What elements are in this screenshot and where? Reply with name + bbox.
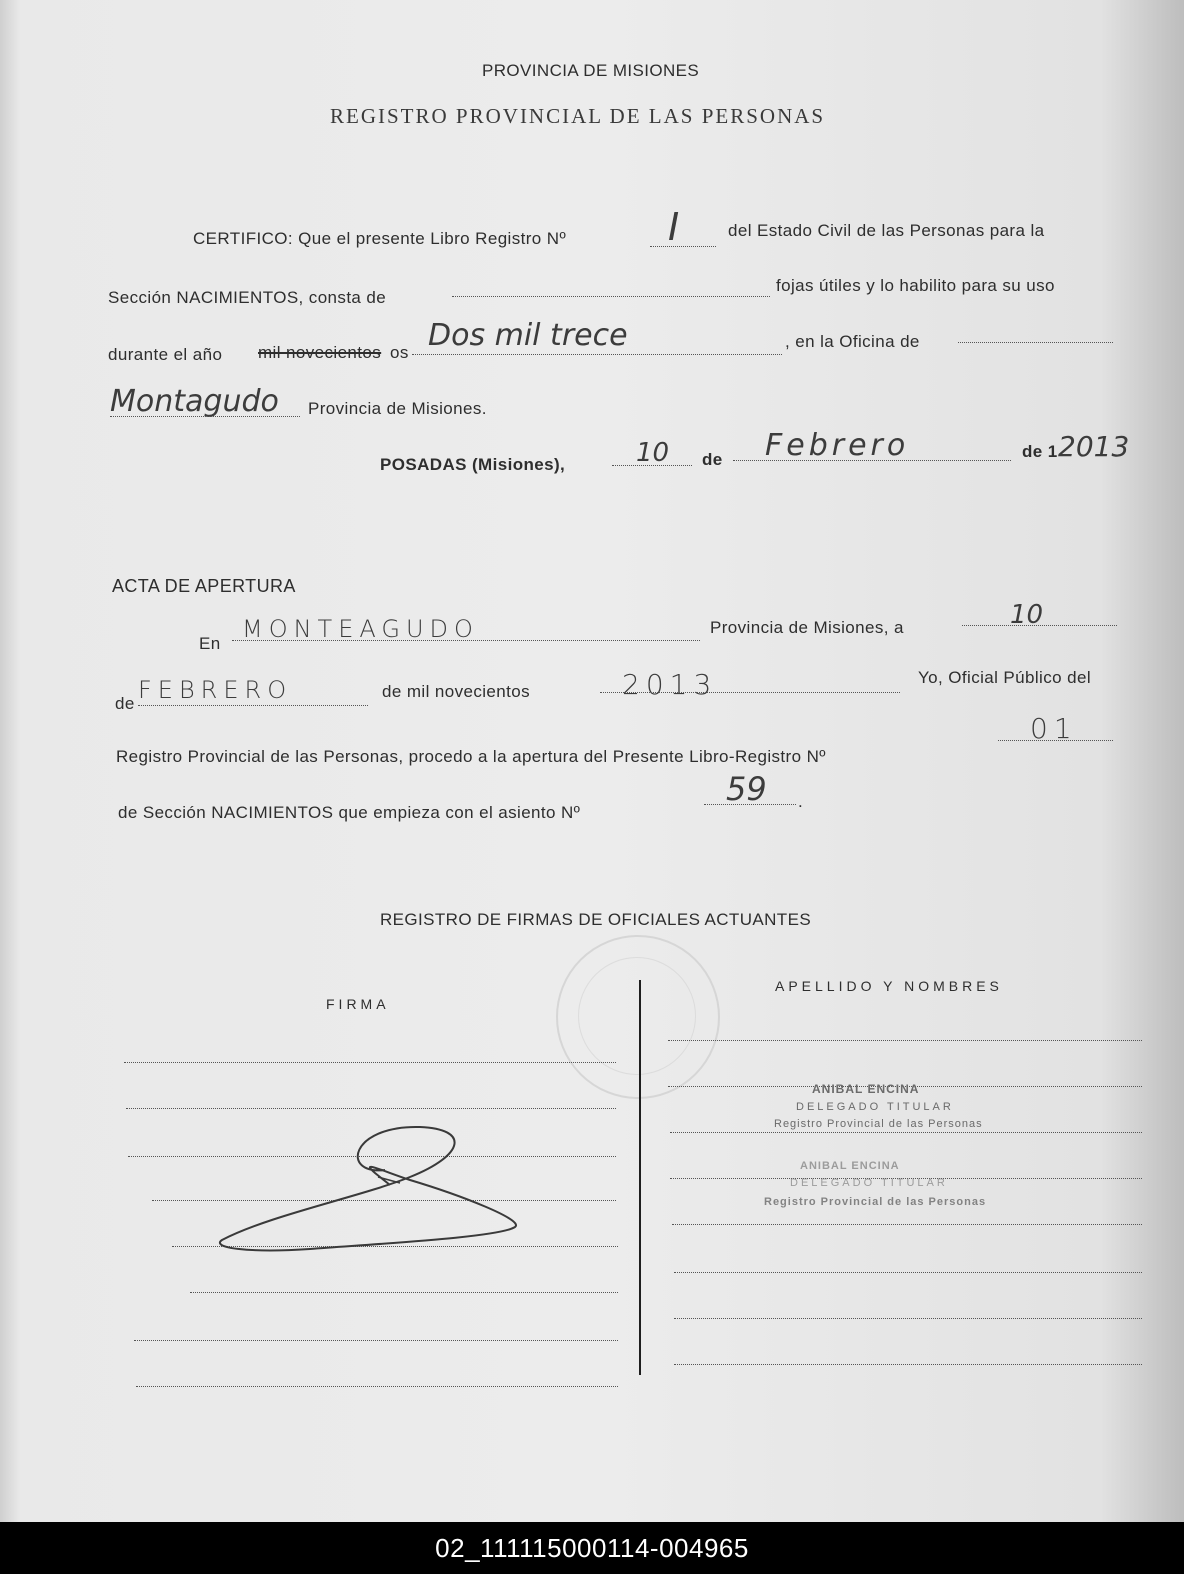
column-divider [639,980,641,1375]
cert-libro-number: I [668,205,680,249]
cert-dia-handwritten: 10 [636,438,670,468]
cert-oficina-handwritten: Montagudo [110,384,279,419]
acta-asiento-handwritten: 59 [726,770,767,808]
acta-line4: de Sección NACIMIENTOS que empieza con el asiento Nº [118,803,581,822]
cert-line1-prefix: CERTIFICO: Que el presente Libro Registro Nº [193,229,567,248]
stamp1-role: DELEGADO TITULAR [796,1101,954,1113]
cert-anio-handwritten: Dos mil trece [428,318,628,353]
cert-de: de [702,450,723,469]
stamp2-org: Registro Provincial de las Personas [764,1196,987,1208]
col-nombres-header: APELLIDO Y NOMBRES [775,978,1003,994]
firmas-title: REGISTRO DE FIRMAS DE OFICIALES ACTUANTES [380,910,812,929]
document-id: 02_111115000114-004965 [435,1533,749,1563]
cert-anio-manuscrito: 2013 [1058,430,1130,463]
acta-mil-novecientos: de mil novecientos [382,682,530,701]
nombre-line [670,1132,1142,1133]
cert-line3-suffix: , en la Oficina de [785,332,920,351]
firma-line [124,1062,616,1063]
cert-anio-line [412,354,782,355]
cert-line3-os: os [390,343,409,362]
nombre-line [674,1364,1142,1365]
firma-line [134,1340,618,1341]
document-id-footer [0,1522,1184,1574]
stamp1-name: ANIBAL ENCINA [812,1082,920,1096]
nombre-line [674,1318,1142,1319]
cert-oficina-line-b [110,416,300,417]
acta-en: En [199,634,221,653]
acta-libro-number: 01 [1030,712,1078,745]
nombre-line [668,1040,1142,1041]
acta-line3: Registro Provincial de las Personas, procedo a la apertura del Presente Libro-Registro Nº [116,747,826,766]
cert-fojas-line [452,296,770,297]
acta-mes-line [138,705,368,706]
cert-line3-struck: mil novecientos [258,343,382,362]
cert-line1-suffix: del Estado Civil de las Personas para la [728,221,1045,240]
acta-dia-handwritten: 10 [1010,600,1044,630]
registry-heading: REGISTRO PROVINCIAL DE LAS PERSONAS [330,104,826,128]
nombre-line [674,1272,1142,1273]
acta-anio-line [600,692,900,693]
cert-line2-suffix: fojas útiles y lo habilito para su uso [776,276,1055,295]
firma-line [190,1292,618,1293]
cert-line2-prefix: Sección NACIMIENTOS, consta de [108,288,387,307]
col-firma-header: FIRMA [326,996,390,1012]
acta-localidad-handwritten: MONTEAGUDO [242,615,479,643]
cert-de-anio: de 1 [1022,442,1058,461]
cert-mes-handwritten: Febrero [765,428,910,463]
acta-oficial: Yo, Oficial Público del [918,668,1091,687]
stamp2-name: ANIBAL ENCINA [800,1160,900,1172]
cert-lugar: POSADAS (Misiones), [380,455,566,474]
acta-mes-handwritten: FEBRERO [138,676,293,704]
acta-title: ACTA DE APERTURA [112,576,296,596]
firma-line [126,1108,616,1109]
cert-line4-suffix: Provincia de Misiones. [308,399,487,418]
acta-de: de [115,694,135,713]
acta-localidad-line [232,640,700,641]
handwritten-signature [210,1115,530,1255]
firma-line [136,1386,618,1387]
cert-oficina-line-a [958,342,1113,343]
cert-libro-number-line [650,246,716,247]
stamp1-org: Registro Provincial de las Personas [774,1118,983,1130]
cert-line3-prefix: durante el año [108,345,223,364]
acta-provincia-a: Provincia de Misiones, a [710,618,904,637]
nombre-line [672,1224,1142,1225]
acta-anio-handwritten: 2013 [622,668,718,701]
stamp2-role: DELEGADO TITULAR [790,1177,948,1189]
acta-line4-end: . [798,792,804,811]
round-seal-inner-ring [578,957,696,1075]
province-heading: PROVINCIA DE MISIONES [482,61,700,80]
